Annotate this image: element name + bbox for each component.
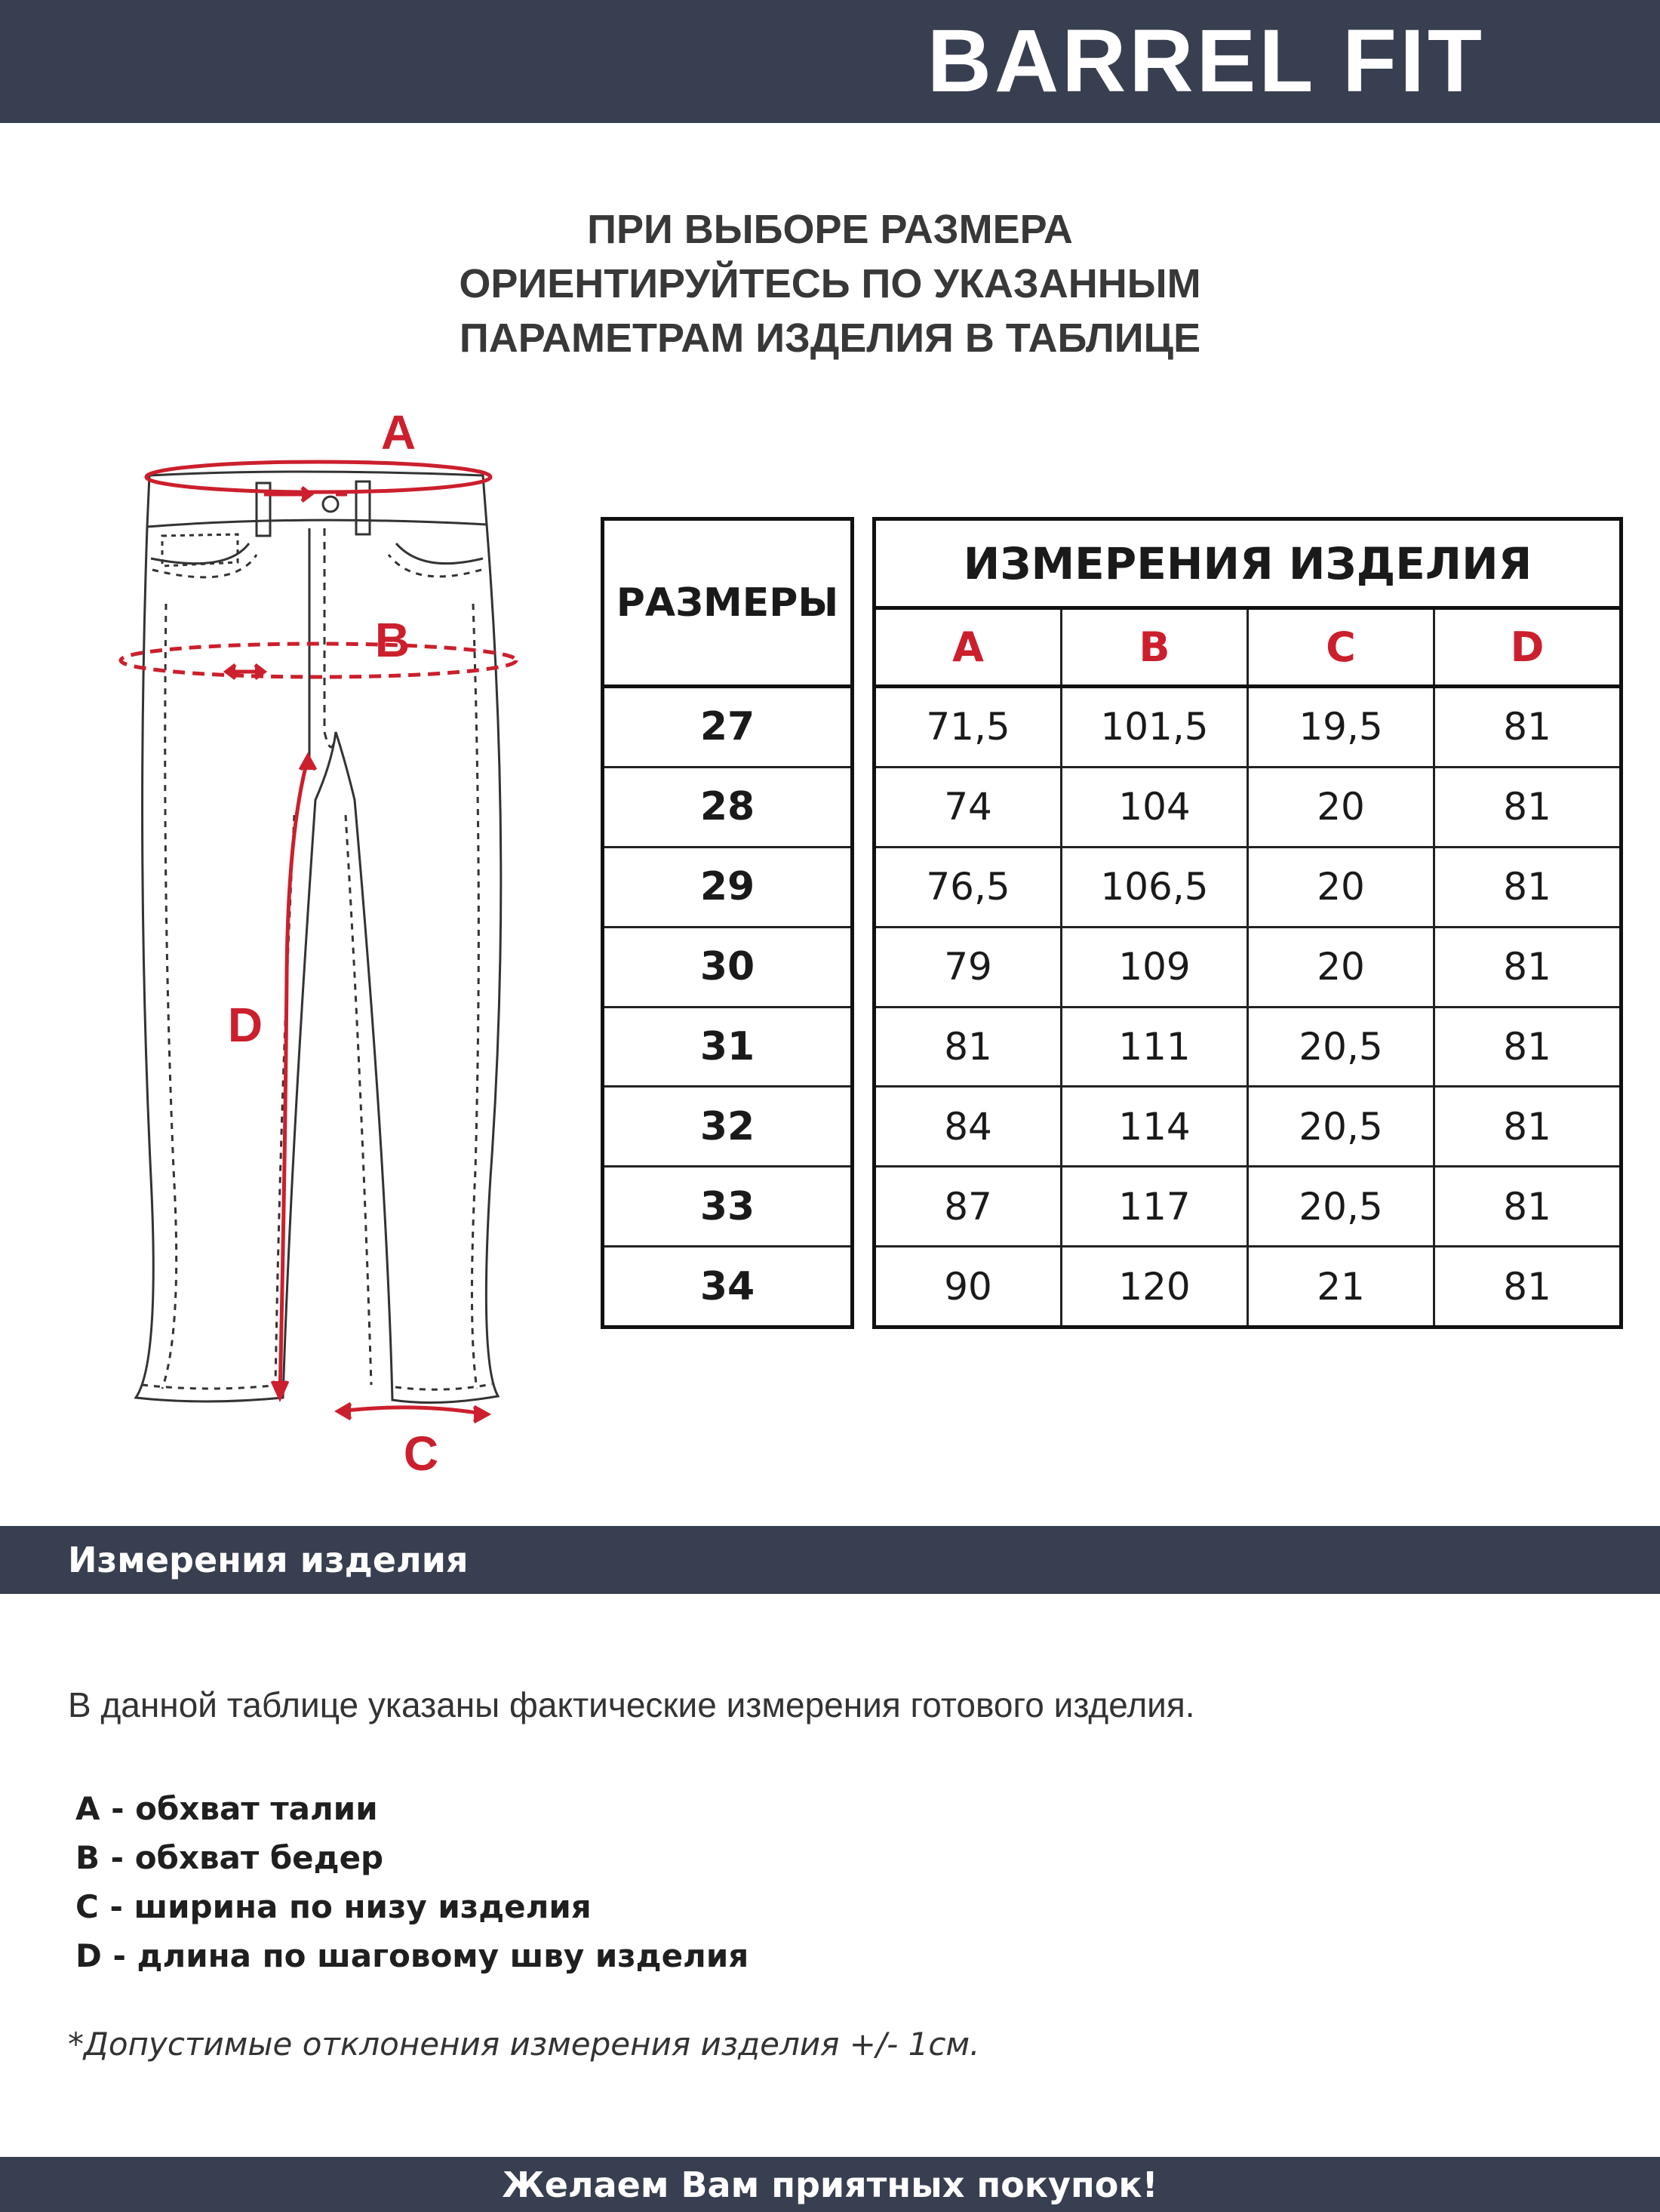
jeans-diagram bbox=[106, 408, 543, 1487]
value-b: 104 bbox=[1062, 768, 1249, 846]
size-cell: 33 bbox=[604, 1168, 850, 1248]
measurements-table bbox=[872, 517, 1623, 1329]
value-a: 87 bbox=[876, 1168, 1062, 1245]
table-row bbox=[876, 688, 1619, 768]
value-b: 106,5 bbox=[1062, 848, 1249, 926]
label-d: D bbox=[227, 998, 263, 1052]
label-b: B bbox=[374, 613, 410, 667]
intro-line: ПРИ ВЫБОРЕ РАЗМЕРА bbox=[587, 207, 1073, 252]
size-cell: 32 bbox=[604, 1088, 850, 1168]
size-cell: 34 bbox=[699, 1263, 755, 1309]
value-c: 20,5 bbox=[1249, 1088, 1435, 1165]
value-d: 81 bbox=[1503, 1264, 1551, 1309]
legend-item: C - ширина по низу изделия bbox=[75, 1888, 592, 1925]
value-c: 20 bbox=[1249, 928, 1435, 1006]
value-d: 81 bbox=[1503, 705, 1551, 749]
size-cell: 30 bbox=[604, 928, 850, 1008]
value-d: 81 bbox=[1503, 785, 1551, 829]
value-a: 90 bbox=[876, 1248, 1062, 1325]
size-cell: 28 bbox=[604, 768, 850, 848]
label-c: C bbox=[403, 1426, 439, 1481]
value-a: 71,5 bbox=[876, 688, 1062, 766]
value-c: 20,5 bbox=[1249, 1168, 1435, 1245]
section-title: Измерения изделия bbox=[68, 1540, 469, 1580]
jeans-outline-icon bbox=[106, 408, 543, 1487]
value-d: 81 bbox=[1503, 1104, 1551, 1149]
page-title: BARREL FIT bbox=[927, 11, 1485, 111]
measurements-header: ИЗМЕРЕНИЯ ИЗДЕЛИЯ bbox=[876, 521, 1619, 610]
header-bar bbox=[0, 0, 1660, 123]
intro-line: ПАРАМЕТРАМ ИЗДЕЛИЯ В ТАБЛИЦЕ bbox=[459, 315, 1201, 361]
value-a: 81 bbox=[876, 1008, 1062, 1086]
table-row bbox=[876, 1168, 1619, 1248]
size-cell: 31 bbox=[604, 1008, 850, 1088]
value-a: 79 bbox=[876, 928, 1062, 1006]
value-c: 19,5 bbox=[1249, 688, 1435, 766]
value-b: 109 bbox=[1062, 928, 1249, 1006]
legend-item: B - обхват бедер bbox=[75, 1839, 384, 1876]
intro-line: ОРИЕНТИРУЙТЕСЬ ПО УКАЗАННЫМ bbox=[459, 261, 1201, 306]
label-a: A bbox=[380, 408, 417, 460]
footer-bar bbox=[0, 2157, 1660, 2212]
sizes-table bbox=[601, 517, 854, 1329]
value-c: 20 bbox=[1249, 768, 1435, 846]
value-d: 81 bbox=[1503, 945, 1551, 989]
legend-list bbox=[75, 1784, 749, 1980]
value-a: 84 bbox=[876, 1088, 1062, 1165]
value-c: 20,5 bbox=[1249, 1008, 1435, 1086]
value-b: 114 bbox=[1062, 1088, 1249, 1165]
table-row bbox=[876, 1008, 1619, 1088]
measurements-columns bbox=[876, 610, 1619, 688]
sizes-header: РАЗМЕРЫ bbox=[604, 521, 850, 688]
value-c: 21 bbox=[1249, 1248, 1435, 1325]
column-c: C bbox=[1249, 610, 1435, 685]
value-d: 81 bbox=[1503, 865, 1551, 909]
value-d: 81 bbox=[1503, 1184, 1551, 1229]
legend-item: D - длина по шаговому шву изделия bbox=[75, 1937, 749, 1974]
value-b: 117 bbox=[1062, 1168, 1249, 1245]
value-b: 120 bbox=[1062, 1248, 1249, 1325]
column-b: B bbox=[1062, 610, 1249, 685]
column-a: A bbox=[876, 610, 1062, 685]
footer-text: Желаем Вам приятных покупок! bbox=[502, 2164, 1158, 2205]
column-d: D bbox=[1510, 623, 1545, 671]
table-row bbox=[876, 1088, 1619, 1168]
value-b: 101,5 bbox=[1062, 688, 1249, 766]
table-row bbox=[876, 1248, 1619, 1325]
value-a: 74 bbox=[876, 768, 1062, 846]
size-cell: 29 bbox=[604, 848, 850, 928]
description-text: В данной таблице указаны фактические измерения готового изделия. bbox=[68, 1685, 1195, 1724]
table-row bbox=[876, 768, 1619, 848]
size-cell: 27 bbox=[604, 688, 850, 768]
section-bar bbox=[0, 1526, 1660, 1594]
table-row bbox=[876, 928, 1619, 1008]
value-b: 111 bbox=[1062, 1008, 1249, 1086]
value-d: 81 bbox=[1503, 1024, 1551, 1069]
table-row bbox=[876, 848, 1619, 928]
intro-text bbox=[0, 202, 1660, 365]
tolerance-note: *Допустимые отклонения измерения изделия +/- 1см. bbox=[68, 2026, 980, 2063]
value-c: 20 bbox=[1249, 848, 1435, 926]
legend-item: A - обхват талии bbox=[75, 1790, 378, 1827]
value-a: 76,5 bbox=[876, 848, 1062, 926]
